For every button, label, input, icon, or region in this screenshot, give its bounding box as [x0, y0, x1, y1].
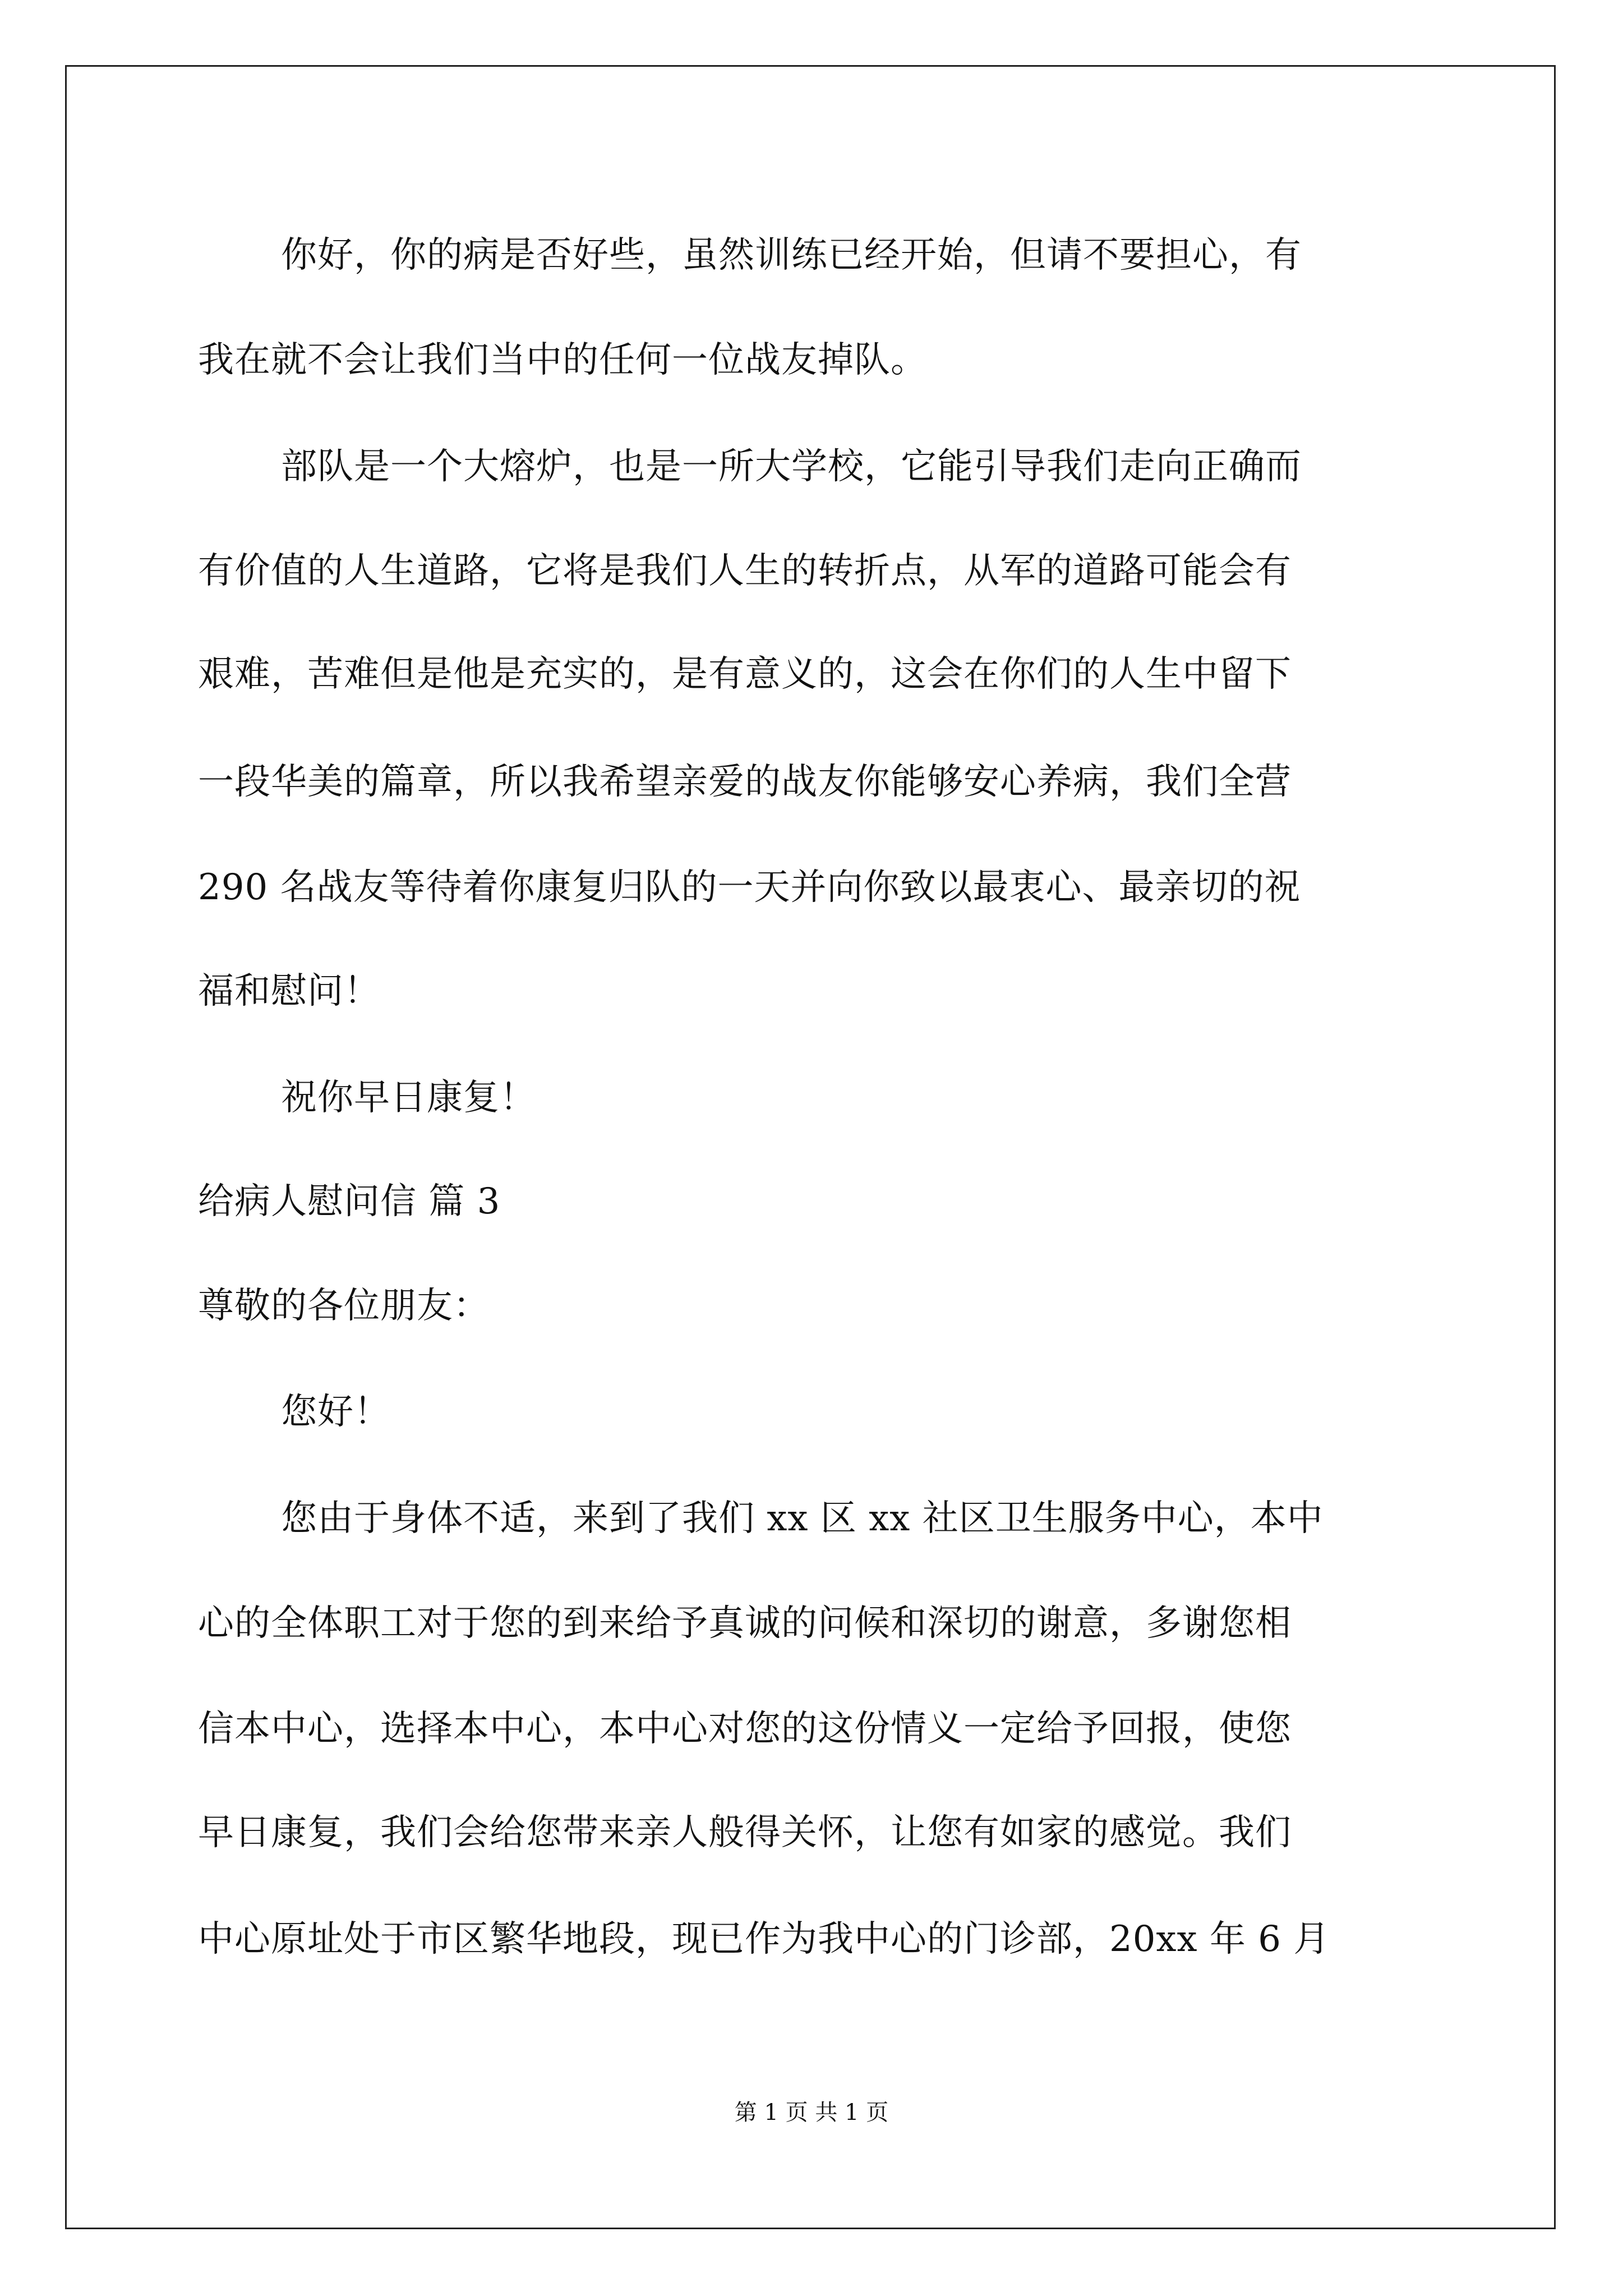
body-line-4: 有价值的人生道路，它将是我们人生的转折点，从军的道路可能会有: [198, 550, 1292, 592]
body-line-12: 早日康复，我们会给您带来亲人般得关怀，让您有如家的感觉。我们: [198, 1812, 1292, 1853]
body-line-6: 一段华美的篇章，所以我希望亲爱的战友你能够安心养病，我们全营: [198, 761, 1292, 803]
page-footer: 第 1 页 共 1 页: [734, 2100, 889, 2125]
body-line-13: 中心原址处于市区繁华地段，现已作为我中心的门诊部，20xx 年 6 月: [198, 1918, 1330, 1960]
body-line-9: 您由于身体不适，来到了我们 xx 区 xx 社区卫生服务中心，本中: [281, 1498, 1324, 1539]
salutation: 尊敬的各位朋友：: [198, 1285, 490, 1327]
body-line-2: 我在就不会让我们当中的任何一位战友掉队。: [198, 339, 927, 381]
body-line-10: 心的全体职工对于您的到来给予真诚的问候和深切的谢意，多谢您相: [198, 1603, 1292, 1644]
blessing-line: 祝你早日康复！: [281, 1077, 536, 1119]
greeting: 您好！: [281, 1391, 390, 1433]
body-line-1: 你好，你的病是否好些，虽然训练已经开始，但请不要担心，有: [281, 234, 1302, 276]
body-line-8: 福和慰问！: [198, 970, 380, 1012]
page-border: [65, 65, 1556, 2229]
body-line-7: 290 名战友等待着你康复归队的一天并向你致以最衷心、最亲切的祝: [198, 867, 1301, 908]
body-line-3: 部队是一个大熔炉，也是一所大学校，它能引导我们走向正确而: [281, 446, 1302, 487]
body-line-5: 艰难，苦难但是他是充实的，是有意义的，这会在你们的人生中留下: [198, 654, 1292, 695]
section-heading: 给病人慰问信 篇 3: [198, 1181, 501, 1222]
body-line-11: 信本中心，选择本中心，本中心对您的这份情义一定给予回报，使您: [198, 1708, 1292, 1750]
